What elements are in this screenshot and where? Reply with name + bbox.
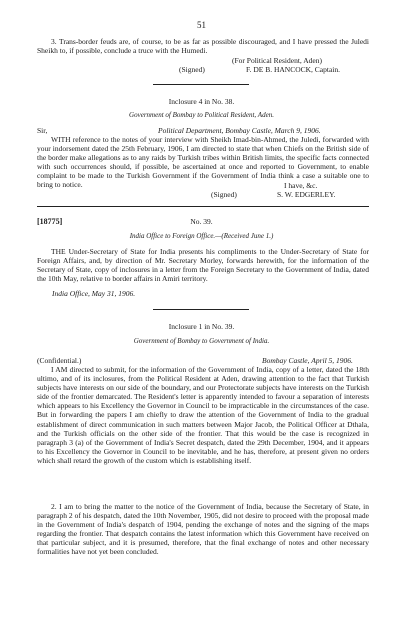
inclosure-4-signatory: S. W. EDGERLEY. (277, 190, 336, 199)
no-39-ref: [18775] (37, 217, 63, 226)
inclosure-4-closing: I have, &c. (284, 181, 318, 190)
inclosure-4-title: Inclosure 4 in No. 38. (168, 97, 235, 106)
inclosure-4-signed: (Signed) (211, 190, 237, 199)
intro-paragraph: 3. Trans-border feuds are, of course, to be as far as possible discouraged, and I have pressed the Juledi Sheikh to, if possible, conclude a truce with the Humedi. (37, 37, 369, 56)
inclosure-1-title: Inclosure 1 in No. 39. (168, 322, 235, 331)
page-number: 51 (197, 20, 206, 30)
no-39-paragraph: THE Under-Secretary of State for India presents his compliments to the Under-Secretary of State for Foreign Affairs, and, by direction of Mr. Secretary Morley, forwards herewith, for the information of the Secretary of State, copy of inclosures in a letter from the Foreign Secretary to the Government of India, dated the 10th May, relative to border affairs in Amiri territory. (37, 247, 369, 284)
inclosure-1-confidential: (Confidential.) (37, 356, 82, 365)
inclosure-1-heading: Government of Bombay to Government of India. (133, 337, 270, 345)
no-39-title: No. 39. (190, 217, 213, 226)
inclosure-4-place-date: Political Department, Bombay Castle, March 9, 1906. (158, 126, 321, 135)
no-39-date-line: India Office, May 31, 1906. (52, 289, 136, 298)
intro-signed: (Signed) (179, 65, 205, 74)
inclosure-1-paragraph-1: I AM directed to submit, for the information of the Government of India, copy of a letter, dated the 18th ultimo, and of its inclosures, from the Political Resident at Aden, drawing attention to the fact that Turkish subjects have interests on our side of the boundary, and our Protectorate subjects have interests on the Turkish side of the frontier demarcated. The Resident's letter is apparently intended to favour a separation of interests which appears to his Excellency the Governor in Council to be impracticable in the circumstances of the case. But in forwarding the papers I am chiefly to draw the attention of the Government of India to the gradual establishment of direct communication in such matters between Major Jacob, the Political Officer at Dthala, and the Turkish officials on the other side of the frontier. That this would be the case is recognized in paragraph 3 (a) of the Government of India's Secret despatch, dated the 29th December, 1904, and it appears to his Excellency the Governor in Council to be inevitable, and he has, therefore, at present given no orders which shall retard the growth of the custom which is establishing itself. (37, 365, 369, 465)
inclosure-4-paragraph: WITH reference to the notes of your interview with Sheikh Imad-bin-Ahmed, the Juledi, forwarded with your indorsement dated the 25th February, 1906, I am directed to state that when Chiefs on the British side of the border make allegations as to any raids by Turkish tribes within British limits, the specific facts connected with such occurrences should, if possible, be ascertained at once and reported to Government, to enable complaint to be made to the Turkish Government if the Government of India think a case a suitable one to bring to notice. (37, 135, 369, 190)
divider (153, 84, 249, 85)
section-rule (37, 206, 369, 207)
inclosure-4-salutation: Sir, (37, 126, 48, 135)
divider (153, 309, 249, 310)
intro-signatory: F. DE B. HANCOCK, Captain. (246, 65, 340, 74)
intro-for-line: (For Political Resident, Aden) (232, 56, 322, 65)
inclosure-1-paragraph-2: 2. I am to bring the matter to the notice of the Government of India, because the Secretary of State, in paragraph 2 of his despatch, dated the 10th November, 1905, did not desire to proceed with the proposal made in the Government of India's despatch of 1904, pending the exchange of notes and the signing of the maps regarding the frontier. That despatch contains the latest information which this Government have received on that particular subject, and it is presumed, therefore, that the final exchange of notes and other necessary formalities have not yet been concluded. (37, 502, 369, 557)
inclosure-4-heading: Government of Bombay to Political Resident, Aden. (129, 111, 274, 119)
inclosure-1-place-date: Bombay Castle, April 5, 1906. (262, 356, 353, 365)
no-39-heading: India Office to Foreign Office.—(Received June 1.) (129, 232, 274, 240)
